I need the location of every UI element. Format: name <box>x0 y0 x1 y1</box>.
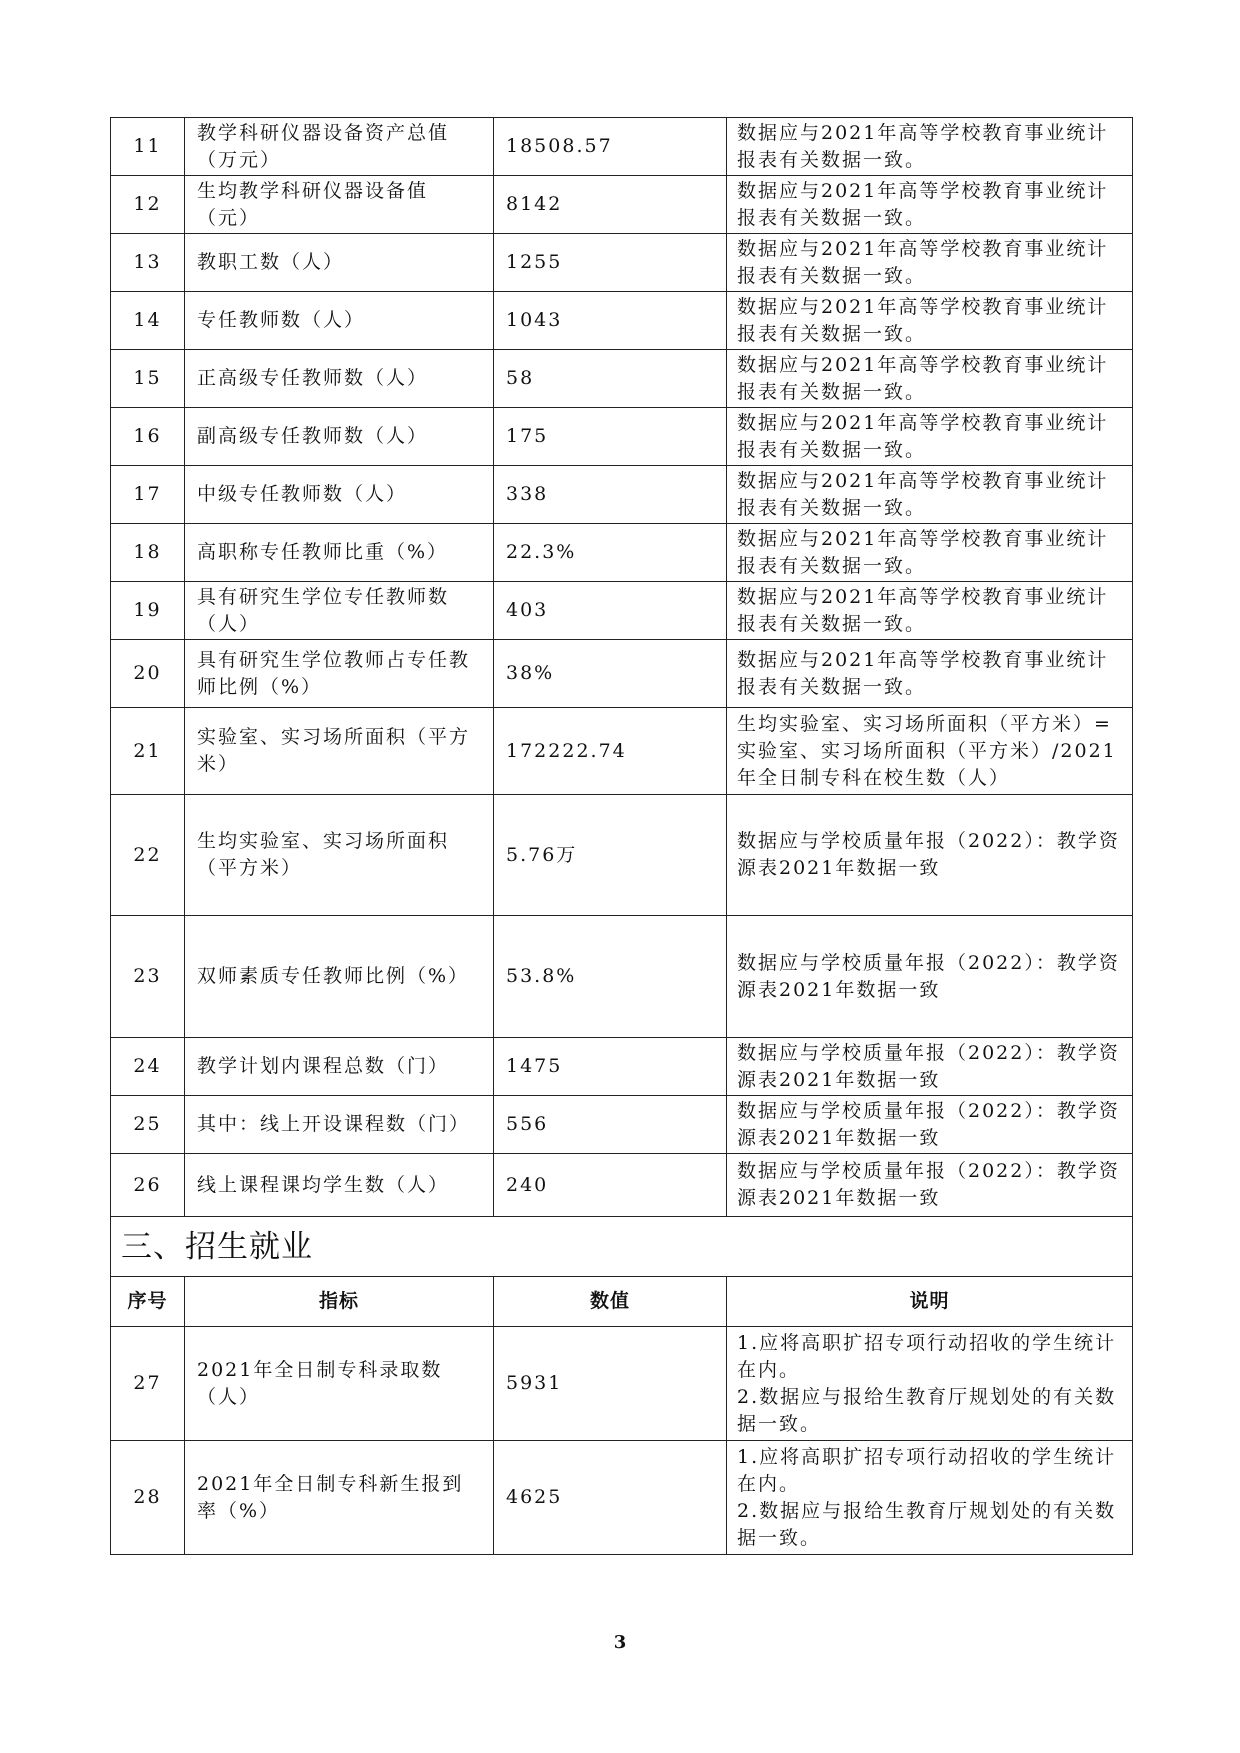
indicator-name: 中级专任教师数（人） <box>185 466 494 524</box>
indicator-value: 1255 <box>494 234 727 292</box>
indicator-description: 生均实验室、实习场所面积（平方米）=实验室、实习场所面积（平方米）/2021年全日制专科在校生数（人） <box>727 708 1133 795</box>
description-line-2: 2.数据应与报给生教育厅规划处的有关数据一致。 <box>737 1385 1117 1435</box>
indicator-value: 1043 <box>494 292 727 350</box>
indicator-description: 数据应与2021年高等学校教育事业统计报表有关数据一致。 <box>727 176 1133 234</box>
table-row <box>111 795 1133 916</box>
indicator-value: 22.3% <box>494 524 727 582</box>
table-row <box>111 176 1133 234</box>
indicator-value: 18508.57 <box>494 118 727 176</box>
indicator-name: 高职称专任教师比重（%） <box>185 524 494 582</box>
indicator-value: 58 <box>494 350 727 408</box>
indicator-value: 4625 <box>494 1441 727 1555</box>
row-number: 14 <box>111 292 185 350</box>
indicator-name: 副高级专任教师数（人） <box>185 408 494 466</box>
indicator-description: 数据应与2021年高等学校教育事业统计报表有关数据一致。 <box>727 524 1133 582</box>
row-number: 25 <box>111 1096 185 1154</box>
indicator-description: 数据应与2021年高等学校教育事业统计报表有关数据一致。 <box>727 350 1133 408</box>
indicator-value: 5.76万 <box>494 795 727 916</box>
table-row <box>111 408 1133 466</box>
indicator-value: 338 <box>494 466 727 524</box>
indicator-value: 1475 <box>494 1038 727 1096</box>
indicator-description: 数据应与学校质量年报（2022）：教学资源表2021年数据一致 <box>727 1154 1133 1217</box>
row-number: 16 <box>111 408 185 466</box>
table-row <box>111 524 1133 582</box>
indicator-value: 53.8% <box>494 916 727 1038</box>
table-row <box>111 350 1133 408</box>
row-number: 17 <box>111 466 185 524</box>
table-header-row <box>111 1277 1133 1327</box>
table-row <box>111 1327 1133 1441</box>
row-number: 19 <box>111 582 185 640</box>
indicator-name: 具有研究生学位教师占专任教师比例（%） <box>185 640 494 708</box>
indicator-description: 数据应与2021年高等学校教育事业统计报表有关数据一致。 <box>727 408 1133 466</box>
indicator-name: 教职工数（人） <box>185 234 494 292</box>
row-number: 27 <box>111 1327 185 1441</box>
row-number: 13 <box>111 234 185 292</box>
row-number: 23 <box>111 916 185 1038</box>
indicator-name: 生均教学科研仪器设备值（元） <box>185 176 494 234</box>
indicator-name: 专任教师数（人） <box>185 292 494 350</box>
indicator-description: 数据应与2021年高等学校教育事业统计报表有关数据一致。 <box>727 640 1133 708</box>
indicator-description <box>727 1327 1133 1441</box>
table-row <box>111 640 1133 708</box>
table-row <box>111 708 1133 795</box>
indicator-name: 教学科研仪器设备资产总值（万元） <box>185 118 494 176</box>
row-number: 20 <box>111 640 185 708</box>
indicator-table <box>110 117 1133 1555</box>
indicator-description: 数据应与2021年高等学校教育事业统计报表有关数据一致。 <box>727 582 1133 640</box>
indicator-name: 其中：线上开设课程数（门） <box>185 1096 494 1154</box>
indicator-description: 数据应与2021年高等学校教育事业统计报表有关数据一致。 <box>727 466 1133 524</box>
indicator-description: 数据应与学校质量年报（2022）：教学资源表2021年数据一致 <box>727 795 1133 916</box>
indicator-value: 175 <box>494 408 727 466</box>
indicator-name: 2021年全日制专科新生报到率（%） <box>185 1441 494 1555</box>
description-line-1: 1.应将高职扩招专项行动招收的学生统计在内。 <box>737 1445 1117 1495</box>
column-header-indicator: 指标 <box>185 1277 494 1327</box>
indicator-name: 实验室、实习场所面积（平方米） <box>185 708 494 795</box>
indicator-value: 172222.74 <box>494 708 727 795</box>
table-row <box>111 1154 1133 1217</box>
description-line-1: 1.应将高职扩招专项行动招收的学生统计在内。 <box>737 1331 1117 1381</box>
column-header-description: 说明 <box>727 1277 1133 1327</box>
table-row <box>111 292 1133 350</box>
indicator-description <box>727 1441 1133 1555</box>
indicator-value: 38% <box>494 640 727 708</box>
row-number: 18 <box>111 524 185 582</box>
table-row <box>111 234 1133 292</box>
indicator-name: 线上课程课均学生数（人） <box>185 1154 494 1217</box>
indicator-name: 双师素质专任教师比例（%） <box>185 916 494 1038</box>
indicator-value: 8142 <box>494 176 727 234</box>
indicator-description: 数据应与学校质量年报（2022）：教学资源表2021年数据一致 <box>727 1038 1133 1096</box>
table-row <box>111 1441 1133 1555</box>
description-line-2: 2.数据应与报给生教育厅规划处的有关数据一致。 <box>737 1499 1117 1549</box>
indicator-name: 2021年全日制专科录取数（人） <box>185 1327 494 1441</box>
indicator-name: 正高级专任教师数（人） <box>185 350 494 408</box>
row-number: 22 <box>111 795 185 916</box>
row-number: 11 <box>111 118 185 176</box>
row-number: 21 <box>111 708 185 795</box>
section-heading-row <box>111 1217 1133 1277</box>
column-header-value: 数值 <box>494 1277 727 1327</box>
row-number: 28 <box>111 1441 185 1555</box>
row-number: 24 <box>111 1038 185 1096</box>
table-row <box>111 118 1133 176</box>
table-row <box>111 466 1133 524</box>
table-row <box>111 582 1133 640</box>
indicator-name: 教学计划内课程总数（门） <box>185 1038 494 1096</box>
indicator-description: 数据应与学校质量年报（2022）：教学资源表2021年数据一致 <box>727 916 1133 1038</box>
indicator-name: 具有研究生学位专任教师数（人） <box>185 582 494 640</box>
indicator-description: 数据应与2021年高等学校教育事业统计报表有关数据一致。 <box>727 234 1133 292</box>
indicator-value: 5931 <box>494 1327 727 1441</box>
section-title: 三、招生就业 <box>111 1217 1133 1277</box>
table-row <box>111 1096 1133 1154</box>
indicator-description: 数据应与学校质量年报（2022）：教学资源表2021年数据一致 <box>727 1096 1133 1154</box>
indicator-description: 数据应与2021年高等学校教育事业统计报表有关数据一致。 <box>727 118 1133 176</box>
table-row <box>111 916 1133 1038</box>
row-number: 26 <box>111 1154 185 1217</box>
indicator-name: 生均实验室、实习场所面积（平方米） <box>185 795 494 916</box>
indicator-value: 556 <box>494 1096 727 1154</box>
row-number: 15 <box>111 350 185 408</box>
indicator-description: 数据应与2021年高等学校教育事业统计报表有关数据一致。 <box>727 292 1133 350</box>
table-row <box>111 1038 1133 1096</box>
indicator-value: 240 <box>494 1154 727 1217</box>
row-number: 12 <box>111 176 185 234</box>
page-number: 3 <box>613 1632 627 1653</box>
column-header-number: 序号 <box>111 1277 185 1327</box>
indicator-value: 403 <box>494 582 727 640</box>
